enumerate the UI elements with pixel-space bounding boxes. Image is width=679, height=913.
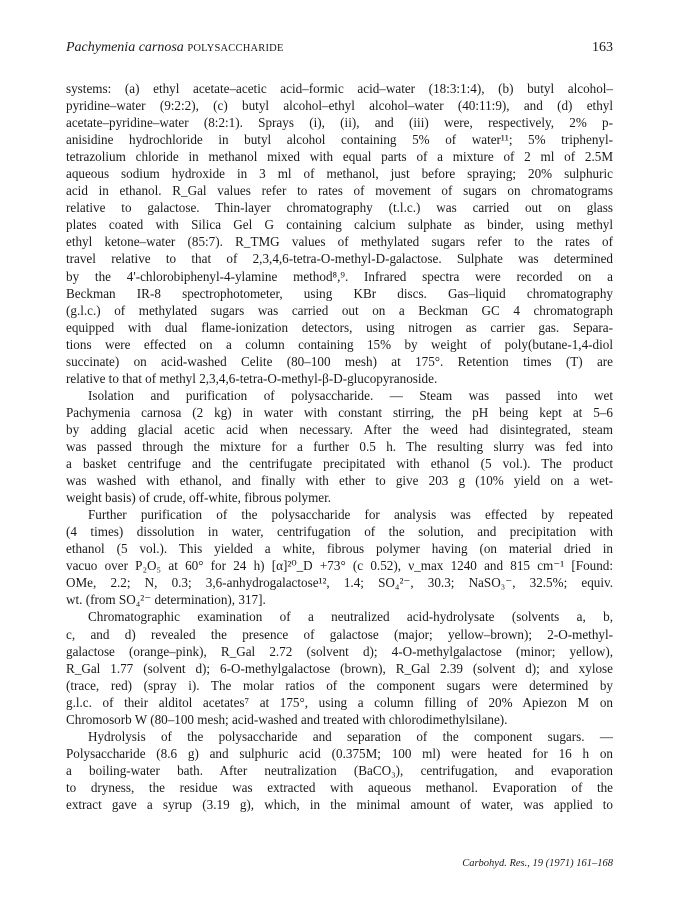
page-header (66, 40, 613, 60)
text-line: pyridine–water (9:2:2), (c) butyl alcohol–ethyl alcohol–water (40:11:9), and (d) ethyl (66, 98, 613, 114)
body-text (66, 80, 613, 813)
text-line: systems: (a) ethyl acetate–acetic acid–formic acid–water (18:3:1:4), (b) butyl alcohol– (66, 81, 613, 96)
text-line: acetate–pyridine–water (8:2:1). Sprays (i), (ii), and (iii) were, respectively, 2% p- (66, 115, 613, 131)
journal-citation-footer: Carbohyd. Res., 19 (1971) 161–168 (462, 858, 613, 869)
text-line: Isolation and purification of polysaccharide. — Steam was passed into wet (88, 387, 613, 403)
text-line: tetrazolium chloride in methanol mixed with equal parts of a mixture of 2 ml of 2.5M (66, 149, 613, 165)
page-number: 163 (592, 40, 613, 55)
text-line: weight basis) of crude, off-white, fibrous polymer. (66, 490, 332, 506)
running-title (66, 40, 284, 56)
text-line: ethyl ketone–water (85:7). R_TMG values of methylated sugars refer to the rates of (66, 234, 613, 250)
text-line: was passed through the mixture for a further 0.5 h. The resulting slurry was fed into (66, 438, 613, 454)
text-line: by the 4'-chlorobiphenyl-4-ylamine method⁸,⁹. Infrared spectra were recorded on a (66, 268, 613, 284)
text-line: was washed with ethanol, and finally with ether to give 203 g (10% yield on a wet- (66, 473, 613, 489)
text-line: anisidine hydrochloride in butyl alcohol containing 5% of water¹¹; 5% triphenyl- (66, 132, 613, 148)
text-line: relative to that of methyl 2,3,4,6-tetra-O-methyl-β-D-glucopyranoside. (66, 370, 438, 386)
text-line: travel relative to that of 2,3,4,6-tetra-O-methyl-D-galactose. Sulphate was determined (66, 251, 613, 267)
text-line: tions were effected on a column containing 15% by weight of poly(butane-1,4-diol (66, 336, 613, 352)
text-line: OMe, 2.2; N, 0.3; 3,6-anhydrogalactose¹², 1.4; SO₄²⁻, 30.3; NaSO₃⁻, 32.5%; equiv. (66, 575, 613, 591)
text-line: galactose (orange–pink), R_Gal 2.72 (solvent d); 4-O-methylgalactose (minor; yellow), (66, 643, 613, 659)
text-line: (4 times) dissolution in water, centrifugation of the solution, and precipitation with (66, 524, 613, 540)
text-line: Further purification of the polysaccharide for analysis was effected by repeated (88, 507, 613, 523)
text-line: (g.l.c.) of methylated sugars was carried out on a Beckman GC 4 chromatograph (66, 302, 613, 318)
text-line: Chromosorb W (80–100 mesh; acid-washed and treated with chlorodimethylsilane). (66, 711, 508, 727)
text-line: succinate) on acid-washed Celite (80–100 mesh) at 175°. Retention times (T) are (66, 353, 613, 369)
text-line: Beckman IR-8 spectrophotometer, using KBr discs. Gas–liquid chromatography (66, 285, 613, 301)
text-line: a boiling-water bath. After neutralization (BaCO₃), centrifugation, and evaporation (66, 762, 613, 778)
running-title-species: Pachymenia carnosa (66, 40, 184, 55)
text-line: (trace, red) (spray i). The molar ratios of the component sugars were determined by (66, 677, 613, 693)
text-line: extract gave a syrup (3.19 g), which, in the minimal amount of water, was applied to (66, 796, 613, 812)
text-line: vacuo over P₂O₅ at 60° for 24 h) [α]²⁰_D +73° (c 0.52), ν_max 1240 and 815 cm⁻¹ [Found: (66, 558, 613, 574)
text-line: by adding glacial acetic acid when necessary. After the weed had disintegrated, steam (66, 421, 613, 437)
text-line: Hydrolysis of the polysaccharide and separation of the component sugars. — (88, 728, 613, 744)
text-line: c, and d) revealed the presence of galactose (major; yellow–brown); 2-O-methyl- (66, 626, 613, 642)
text-line: acid in ethanol. R_Gal values refer to rates of movement of sugars on chromatograms (66, 183, 613, 199)
text-line: plates coated with Silica Gel G containing calcium sulphate as binder, using methyl (66, 217, 613, 233)
text-line: equipped with dual flame-ionization detectors, using nitrogen as carrier gas. Separa- (66, 319, 613, 335)
text-line: a basket centrifuge and the centrifugate precipitated with ethanol (5 vol.). The product (66, 456, 613, 472)
text-line: relative to galactose. Thin-layer chromatography (t.l.c.) was carried out on glass (66, 200, 613, 216)
text-line: wt. (from SO₄²⁻ determination), 317]. (66, 592, 266, 608)
text-line: Chromatographic examination of a neutralized acid-hydrolysate (solvents a, b, (88, 609, 613, 625)
running-title-subject: POLYSACCHARIDE (187, 43, 284, 54)
text-line: Pachymenia carnosa (2 kg) in water with constant stirring, the pH being kept at 5–6 (66, 404, 613, 420)
text-line: R_Gal 1.77 (solvent d); 6-O-methylgalactose (brown), R_Gal 2.39 (solvent d); and xylose (66, 660, 613, 676)
text-line: aqueous sodium hydroxide in 3 ml of methanol, just before spraying; 20% sulphuric (66, 166, 613, 182)
text-line: g.l.c. of their alditol acetates⁷ at 175°, using a column filling of 20% Apiezon M on (66, 694, 613, 710)
text-line: ethanol (5 vol.). This yielded a white, fibrous polymer having (on material dried in (66, 541, 613, 557)
text-line: to dryness, the residue was extracted with aqueous methanol. Evaporation of the (66, 779, 613, 795)
text-line: Polysaccharide (8.6 g) and sulphuric acid (0.375M; 100 ml) were heated for 16 h on (66, 745, 613, 761)
